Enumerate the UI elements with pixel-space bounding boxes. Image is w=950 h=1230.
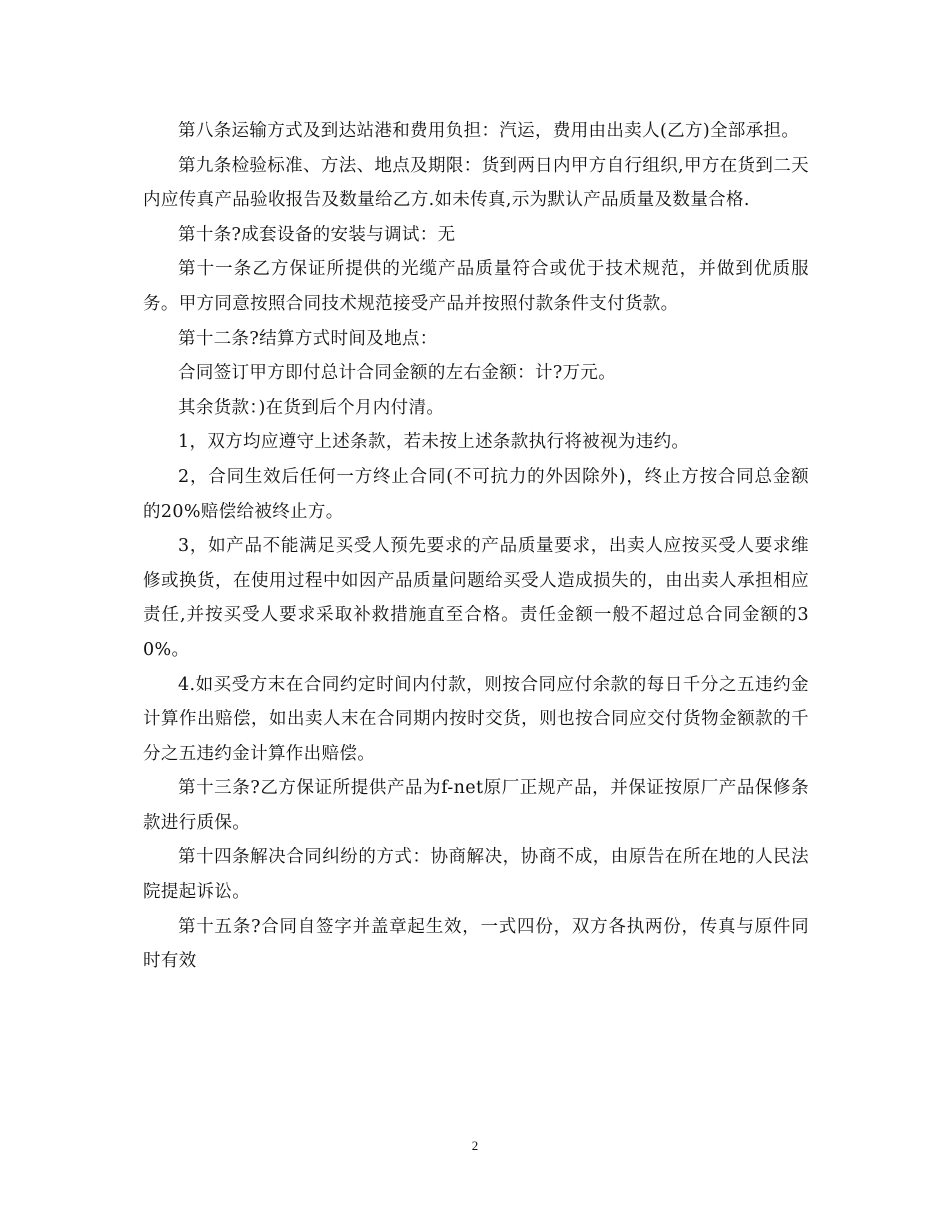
document-body xyxy=(143,114,809,979)
clause-12-settlement: 第十二条?结算方式时间及地点： xyxy=(178,328,438,349)
breach-item-2: 2，合同生效后任何一方终止合同(不可抗力的外因除外)，终止方按合同总金额的20%赔偿给被终止方。 xyxy=(143,466,809,522)
clause-15-effectiveness: 第十五条?合同自签字并盖章起生效，一式四份，双方各执两份，传真与原件同时有效 xyxy=(143,916,809,972)
clause-8-transport: 第八条运输方式及到达站港和费用负担：汽运，费用由出卖人(乙方)全部承担。 xyxy=(178,121,800,141)
page-number: 2 xyxy=(471,1138,479,1153)
settlement-remaining-payment: 其余货款：)在货到后个月内付清。 xyxy=(178,397,445,418)
breach-item-3: 3，如产品不能满足买受人预先要求的产品质量要求，出卖人应按买受人要求维修或换货，在使用过程中如因产品质量问题给买受人造成损失的，由出卖人承担相应责任,并按买受人要求采取补救措施直至合格。责任金额一般不超过总合同金额的30%。 xyxy=(143,536,809,660)
clause-11-quality: 第十一条乙方保证所提供的光缆产品质量符合或优于技术规范，并做到优质服务。甲方同意按照合同技术规范接受产品并按照付款条件支付货款。 xyxy=(143,259,809,314)
breach-item-1: 1，双方均应遵守上述条款，若未按上述条款执行将被视为违约。 xyxy=(178,432,690,453)
clause-10-installation: 第十条?成套设备的安装与调试：无 xyxy=(178,224,456,245)
clause-9-inspection: 第九条检验标准、方法、地点及期限：货到两日内甲方自行组织,甲方在货到二天内应传真产品验收报告及数量给乙方.如未传真,示为默认产品质量及数量合格. xyxy=(143,155,809,211)
clause-14-dispute: 第十四条解决合同纠纷的方式：协商解决，协商不成，由原告在所在地的人民法院提起诉讼。 xyxy=(143,847,809,903)
clause-13-warranty: 第十三条?乙方保证所提供产品为f-net原厂正规产品，并保证按原厂产品保修条款进行质保。 xyxy=(143,778,809,833)
settlement-initial-payment: 合同签订甲方即付总计合同金额的左右金额：计?万元。 xyxy=(178,363,617,384)
breach-item-4: 4.如买受方末在合同约定时间内付款，则按合同应付余款的每日千分之五违约金计算作出赔偿，如出卖人末在合同期内按时交货，则也按合同应交付货物金额款的千分之五违约金计算作出赔偿。 xyxy=(143,674,809,764)
